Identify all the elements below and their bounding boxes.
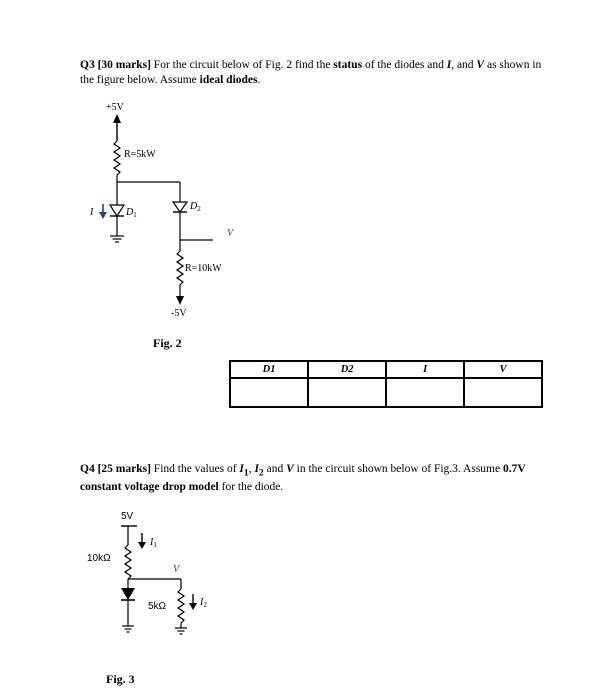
fig3-r1-label: 10kΩ: [87, 553, 111, 564]
fig2-diode-d1-icon: [110, 205, 124, 216]
fig3-i2-arrow-icon: [189, 603, 197, 610]
fig3-v-label: V: [173, 564, 180, 575]
fig2-d2-label: [189, 201, 201, 213]
answer-table: [229, 360, 543, 408]
fig2-d2-letter: D: [190, 201, 198, 212]
q3-var-v: V: [476, 59, 485, 71]
fig3-i1-label: [149, 537, 157, 549]
fig2-supply-top-label: +5V: [106, 102, 124, 113]
answer-cell-d1[interactable]: [230, 378, 308, 407]
table-header-d1: D1: [230, 361, 308, 378]
q3-text-part: , and: [451, 59, 477, 71]
fig3-i1-sub: 1: [153, 541, 157, 549]
fig2-output-v-label: V: [227, 228, 234, 239]
fig3-resistor-10k: [125, 545, 131, 579]
fig3-supply-label: 5V: [121, 511, 134, 522]
q4-text-part: Find the values of: [150, 463, 240, 475]
q4-var-i2-sub: 2: [258, 467, 264, 479]
q4-var-i1-sub: 1: [243, 467, 249, 479]
fig2-r2-label: R=10kW: [185, 263, 222, 274]
q3-text-part: For the circuit below of Fig. 2 find the: [150, 59, 334, 71]
figure-3-caption: Fig. 3: [106, 672, 135, 686]
q4-text-part: for the diode.: [218, 481, 284, 494]
fig2-d1-letter: D: [126, 207, 134, 218]
q3-text-part: as shown in the figure below. Assume: [80, 59, 542, 86]
question-3-heading: Q3 [30 marks]: [80, 59, 151, 71]
table-header-d2: D2: [308, 361, 386, 378]
answer-cell-d2[interactable]: [308, 378, 386, 407]
fig3-diode-icon: [121, 588, 135, 600]
fig3-i2-sub: 2: [203, 601, 207, 609]
q3-var-i: I: [446, 59, 452, 71]
table-header-v: V: [464, 361, 542, 378]
q4-text-part: in the circuit shown below of Fig.3. Assume: [293, 463, 503, 475]
q4-var-v: V: [286, 463, 294, 475]
q4-text-part: ,: [248, 463, 255, 475]
figure-2-caption: Fig. 2: [153, 336, 182, 350]
q3-text-part: .: [257, 74, 261, 86]
q3-text-part: of the diodes and: [362, 59, 447, 71]
fig2-supply-bottom-label: -5V: [171, 308, 187, 319]
fig2-d1-sub: 1: [133, 211, 137, 219]
answer-table-header-row: [230, 361, 542, 378]
fig3-i2-letter: I: [200, 597, 204, 608]
fig2-resistor-r1: [114, 141, 120, 175]
fig2-bottom-arrow-icon: [176, 296, 184, 305]
fig3-r2-label: 5kΩ: [148, 601, 167, 612]
fig2-resistor-r2: [177, 251, 183, 285]
q4-var-i1: I: [239, 463, 244, 475]
fig2-r1-label: R=5kW: [124, 149, 156, 160]
fig2-current-label: I: [90, 207, 94, 218]
q4-var-i2: I: [254, 463, 259, 475]
answer-cell-i[interactable]: [386, 378, 464, 407]
q3-bold-status: status: [333, 59, 363, 71]
fig2-diode-d2-icon: [173, 202, 187, 212]
fig2-d2-sub: 2: [197, 205, 201, 213]
fig3-i2-label: [199, 597, 207, 609]
question-4-heading: Q4 [25 marks]: [80, 463, 151, 475]
fig2-d1-label: [125, 207, 137, 219]
table-header-i: I: [386, 361, 464, 378]
answer-table-row: [230, 378, 542, 407]
fig3-resistor-5k: [178, 589, 184, 623]
fig2-current-arrow-icon: [99, 212, 107, 219]
fig3-i1-letter: I: [150, 537, 154, 548]
question-4-text: [80, 462, 550, 495]
fig2-supply-arrow-icon: [113, 114, 121, 123]
q3-bold-ideal-diodes: ideal diodes: [199, 74, 258, 86]
q4-bold-model: 0.7V constant voltage drop model: [80, 463, 526, 494]
q4-text-part: and: [263, 463, 287, 475]
answer-cell-v[interactable]: [464, 378, 542, 407]
fig3-i1-arrow-icon: [138, 542, 146, 549]
